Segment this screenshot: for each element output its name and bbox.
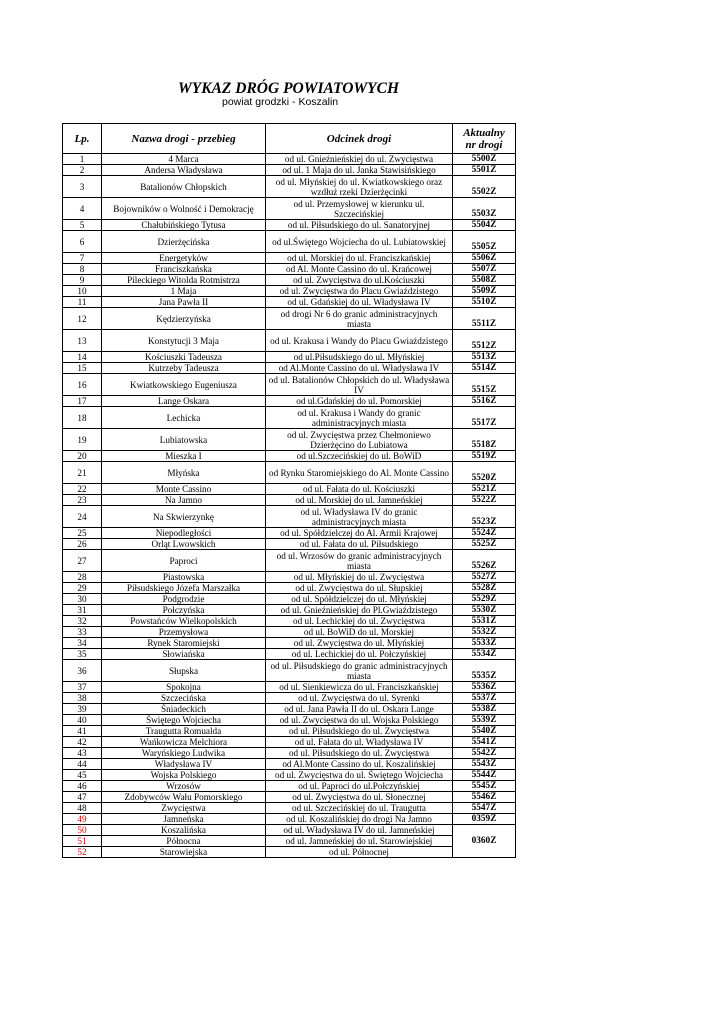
cell-road-name: Chałubińskiego Tytusa xyxy=(102,220,266,231)
cell-segment: od ul. Lechickiej do ul. Połczyńskiej xyxy=(266,649,453,660)
cell-segment: od ul. Krakusa i Wandy do Placu Gwiaździstego xyxy=(266,330,453,352)
cell-lp: 22 xyxy=(63,484,102,495)
cell-road-number: 5507Z xyxy=(453,264,516,275)
cell-road-number: 5525Z xyxy=(453,539,516,550)
cell-road-number: 5523Z xyxy=(453,506,516,528)
cell-segment: od ul. Piłsudskiego do ul. Sanatoryjnej xyxy=(266,220,453,231)
cell-segment: od ul. Gdańskiej do ul. Władysława IV xyxy=(266,297,453,308)
cell-road-number: 5503Z xyxy=(453,198,516,220)
cell-lp: 11 xyxy=(63,297,102,308)
cell-segment: od ul. Przemysłowej w kierunku ul. Szczecińskiej xyxy=(266,198,453,220)
cell-road-number: 5519Z xyxy=(453,451,516,462)
cell-lp: 5 xyxy=(63,220,102,231)
cell-road-number: 5547Z xyxy=(453,803,516,814)
document-title: WYKAZ DRÓG POWIATOWYCH xyxy=(178,80,400,97)
cell-road-number: 5511Z xyxy=(453,308,516,330)
cell-road-name: Andersa Władysława xyxy=(102,165,266,176)
table-row xyxy=(63,704,516,715)
cell-road-number: 5541Z xyxy=(453,737,516,748)
table-row xyxy=(63,759,516,770)
cell-segment: od ul. Piłsudskiego do granic administracyjnych miasta xyxy=(266,660,453,682)
cell-lp: 45 xyxy=(63,770,102,781)
cell-road-name: Konstytucji 3 Maja xyxy=(102,330,266,352)
cell-road-number: 5500Z xyxy=(453,154,516,165)
table-row xyxy=(63,363,516,374)
cell-lp: 10 xyxy=(63,286,102,297)
cell-lp: 20 xyxy=(63,451,102,462)
table-row xyxy=(63,462,516,484)
cell-road-number: 5508Z xyxy=(453,275,516,286)
cell-road-name: Świętego Wojciecha xyxy=(102,715,266,726)
cell-road-name: Kutrzeby Tadeusza xyxy=(102,363,266,374)
cell-segment: od drogi Nr 6 do granic administracyjnych miasta xyxy=(266,308,453,330)
header-name: Nazwa drogi - przebieg xyxy=(102,124,266,154)
cell-lp: 51 xyxy=(63,836,102,847)
table-row xyxy=(63,264,516,275)
cell-road-name: Wańkowicza Melchiora xyxy=(102,737,266,748)
header-segment: Odcinek drogi xyxy=(266,124,453,154)
cell-road-number: 5540Z xyxy=(453,726,516,737)
cell-road-number: 5531Z xyxy=(453,616,516,627)
table-row xyxy=(63,572,516,583)
cell-segment: od ul. Północnej xyxy=(266,847,453,858)
cell-lp: 30 xyxy=(63,594,102,605)
cell-lp: 1 xyxy=(63,154,102,165)
cell-segment: od ul. Zwycięstwa do ul. Słonecznej xyxy=(266,792,453,803)
cell-road-number: 5526Z xyxy=(453,550,516,572)
cell-road-name: Wrzosów xyxy=(102,781,266,792)
table-row xyxy=(63,682,516,693)
table-row xyxy=(63,836,516,847)
table-row xyxy=(63,803,516,814)
table-row xyxy=(63,539,516,550)
cell-road-number: 5518Z xyxy=(453,429,516,451)
cell-road-number: 5543Z xyxy=(453,759,516,770)
cell-road-name: Pileckiego Witolda Rotmistrza xyxy=(102,275,266,286)
cell-lp: 50 xyxy=(63,825,102,836)
cell-segment: od ul. Zwycięstwa do ul.Kościuszki xyxy=(266,275,453,286)
table-row xyxy=(63,748,516,759)
cell-segment: od ul. Batalionów Chłopskich do ul. Władysława IV xyxy=(266,374,453,396)
cell-lp: 8 xyxy=(63,264,102,275)
cell-lp: 2 xyxy=(63,165,102,176)
table-row xyxy=(63,583,516,594)
table-row xyxy=(63,484,516,495)
cell-road-number: 0359Z xyxy=(453,814,516,825)
cell-lp: 19 xyxy=(63,429,102,451)
cell-road-name: Mieszka I xyxy=(102,451,266,462)
cell-road-number: 5501Z xyxy=(453,165,516,176)
table-row xyxy=(63,649,516,660)
cell-road-name: Koszalińska xyxy=(102,825,266,836)
cell-road-name: Franciszkańska xyxy=(102,264,266,275)
cell-road-name: Batalionów Chłopskich xyxy=(102,176,266,198)
cell-lp: 24 xyxy=(63,506,102,528)
cell-lp: 36 xyxy=(63,660,102,682)
cell-road-number: 5545Z xyxy=(453,781,516,792)
table-row xyxy=(63,528,516,539)
table-row xyxy=(63,231,516,253)
cell-lp: 38 xyxy=(63,693,102,704)
cell-road-name: Rynek Staromiejski xyxy=(102,638,266,649)
cell-road-number: 5535Z xyxy=(453,660,516,682)
cell-road-number: 5538Z xyxy=(453,704,516,715)
cell-road-name: Przemysłowa xyxy=(102,627,266,638)
cell-road-name: Piastowska xyxy=(102,572,266,583)
cell-lp: 28 xyxy=(63,572,102,583)
cell-segment: od ul. Spółdzielczej do ul. Młyńskiej xyxy=(266,594,453,605)
table-row xyxy=(63,286,516,297)
cell-road-name: Bojowników o Wolność i Demokrację xyxy=(102,198,266,220)
cell-segment: od ul. Fałata do ul. Władysława IV xyxy=(266,737,453,748)
cell-road-number: 5530Z xyxy=(453,605,516,616)
table-row xyxy=(63,693,516,704)
cell-segment: od ul. Paproci do ul.Połczyńskiej xyxy=(266,781,453,792)
cell-lp: 41 xyxy=(63,726,102,737)
cell-road-name: Szczecińska xyxy=(102,693,266,704)
cell-road-number: 5536Z xyxy=(453,682,516,693)
cell-road-number: 5524Z xyxy=(453,528,516,539)
cell-segment: od ul. Morskiej do ul. Jamneńskiej xyxy=(266,495,453,506)
table-row xyxy=(63,715,516,726)
cell-road-number: 5546Z xyxy=(453,792,516,803)
cell-road-number: 5509Z xyxy=(453,286,516,297)
cell-lp: 32 xyxy=(63,616,102,627)
cell-segment: od ul. Władysława IV do granic administracyjnych miasta xyxy=(266,506,453,528)
cell-lp: 23 xyxy=(63,495,102,506)
cell-lp: 42 xyxy=(63,737,102,748)
cell-road-name: Dzierżęcińska xyxy=(102,231,266,253)
cell-road-number: 5528Z xyxy=(453,583,516,594)
table-row xyxy=(63,451,516,462)
cell-lp: 16 xyxy=(63,374,102,396)
cell-road-name: Jana Pawła II xyxy=(102,297,266,308)
cell-road-number: 5506Z xyxy=(453,253,516,264)
cell-segment: od ul. Fałata do ul. Kościuszki xyxy=(266,484,453,495)
cell-road-name: Połczyńska xyxy=(102,605,266,616)
cell-segment: od ul. Gnieźnieńskiej do Pl.Gwiaździstego xyxy=(266,605,453,616)
cell-road-name: Traugutta Romualda xyxy=(102,726,266,737)
cell-segment: od ul. Szczecińskiej do ul. Traugutta xyxy=(266,803,453,814)
cell-lp: 4 xyxy=(63,198,102,220)
cell-road-name: Młyńska xyxy=(102,462,266,484)
cell-segment: od ul. Piłsudskiego do ul. Zwycięstwa xyxy=(266,726,453,737)
table-row xyxy=(63,594,516,605)
cell-road-name: 1 Maja xyxy=(102,286,266,297)
cell-segment: od ul. Młyńskiej do ul. Zwycięstwa xyxy=(266,572,453,583)
cell-segment: od ul. Lechickiej do ul. Zwycięstwa xyxy=(266,616,453,627)
table-row xyxy=(63,550,516,572)
cell-road-number: 5537Z xyxy=(453,693,516,704)
cell-road-name: Lubiatowska xyxy=(102,429,266,451)
cell-segment: od ul. Zwycięstwa przez Chełmoniewo Dzierżęcino do Lubiatowa xyxy=(266,429,453,451)
cell-road-name: Podgrodzie xyxy=(102,594,266,605)
cell-road-number: 5514Z xyxy=(453,363,516,374)
cell-road-name: Niepodległości xyxy=(102,528,266,539)
table-row xyxy=(63,660,516,682)
cell-segment: od ul.Świętego Wojciecha do ul. Lubiatowskiej xyxy=(266,231,453,253)
cell-lp: 29 xyxy=(63,583,102,594)
cell-lp: 48 xyxy=(63,803,102,814)
cell-road-number: 5510Z xyxy=(453,297,516,308)
cell-road-name: Kędzierzyńska xyxy=(102,308,266,330)
table-row xyxy=(63,770,516,781)
cell-road-number: 5533Z xyxy=(453,638,516,649)
cell-road-name: Waryńskiego Ludwika xyxy=(102,748,266,759)
cell-road-name: 4 Marca xyxy=(102,154,266,165)
cell-lp: 15 xyxy=(63,363,102,374)
cell-segment: od ul. Fałata do ul. Piłsudskiego xyxy=(266,539,453,550)
cell-lp: 52 xyxy=(63,847,102,858)
cell-road-name: Kościuszki Tadeusza xyxy=(102,352,266,363)
cell-road-number: 5505Z xyxy=(453,231,516,253)
table-row xyxy=(63,374,516,396)
table-row xyxy=(63,429,516,451)
cell-segment: od ul. Jamneńskiej do ul. Starowiejskiej xyxy=(266,836,453,847)
cell-segment: od ul. Piłsudskiego do ul. Zwycięstwa xyxy=(266,748,453,759)
cell-road-name: Północna xyxy=(102,836,266,847)
cell-road-name: Jamneńska xyxy=(102,814,266,825)
cell-road-number: 5539Z xyxy=(453,715,516,726)
table-row xyxy=(63,605,516,616)
cell-road-name: Orląt Lwowskich xyxy=(102,539,266,550)
cell-road-number: 5520Z xyxy=(453,462,516,484)
cell-segment: od ul. Sienkiewicza do ul. Franciszkańskiej xyxy=(266,682,453,693)
cell-segment: od ul. Zwycięstwa do ul. Wojska Polskiego xyxy=(266,715,453,726)
cell-lp: 3 xyxy=(63,176,102,198)
cell-segment: od ul. Krakusa i Wandy do granic administracyjnych miasta xyxy=(266,407,453,429)
cell-road-name: Kwiatkowskiego Eugeniusza xyxy=(102,374,266,396)
cell-segment: od ul. Zwycięstwa do ul. Młyńskiej xyxy=(266,638,453,649)
table-row xyxy=(63,616,516,627)
cell-lp: 35 xyxy=(63,649,102,660)
cell-road-number: 5521Z xyxy=(453,484,516,495)
table-row xyxy=(63,330,516,352)
cell-lp: 31 xyxy=(63,605,102,616)
cell-lp: 12 xyxy=(63,308,102,330)
table-row xyxy=(63,627,516,638)
cell-road-name: Słupska xyxy=(102,660,266,682)
cell-lp: 39 xyxy=(63,704,102,715)
cell-road-number: 5512Z xyxy=(453,330,516,352)
cell-road-name: Słowiańska xyxy=(102,649,266,660)
cell-road-name: Spokojna xyxy=(102,682,266,693)
cell-road-number: 5544Z xyxy=(453,770,516,781)
table-row xyxy=(63,308,516,330)
cell-segment: od ul. 1 Maja do ul. Janka Stawisińskiego xyxy=(266,165,453,176)
cell-segment: od ul.Piłsudskiego do ul. Młyńskiej xyxy=(266,352,453,363)
cell-lp: 7 xyxy=(63,253,102,264)
cell-road-name: Władysława IV xyxy=(102,759,266,770)
cell-lp: 21 xyxy=(63,462,102,484)
cell-lp: 47 xyxy=(63,792,102,803)
cell-lp: 40 xyxy=(63,715,102,726)
cell-road-name: Energetyków xyxy=(102,253,266,264)
cell-segment: od ul. Morskiej do ul. Franciszkańskiej xyxy=(266,253,453,264)
table-body xyxy=(63,154,516,858)
table-row xyxy=(63,638,516,649)
cell-segment: od ul. Zwycięstwa do ul. Słupskiej xyxy=(266,583,453,594)
cell-segment: od ul. Spółdzielczej do Al. Armii Krajowej xyxy=(266,528,453,539)
table-row xyxy=(63,396,516,407)
cell-road-name: Wojska Polskiego xyxy=(102,770,266,781)
cell-road-number: 5513Z xyxy=(453,352,516,363)
cell-road-number: 5529Z xyxy=(453,594,516,605)
cell-road-number: 5504Z xyxy=(453,220,516,231)
table-row xyxy=(63,220,516,231)
cell-segment: od Al.Monte Cassino do ul. Koszalińskiej xyxy=(266,759,453,770)
cell-road-name: Zdobywców Wału Pomorskiego xyxy=(102,792,266,803)
cell-road-number: 0360Z xyxy=(453,825,516,858)
cell-lp: 17 xyxy=(63,396,102,407)
header-lp: Lp. xyxy=(63,124,102,154)
table-row xyxy=(63,825,516,836)
cell-segment: od ul. Młyńskiej do ul. Kwiatkowskiego oraz wzdłuż rzeki Dzierżęcinki xyxy=(266,176,453,198)
cell-road-name: Paproci xyxy=(102,550,266,572)
roads-table xyxy=(62,123,516,858)
cell-lp: 34 xyxy=(63,638,102,649)
cell-road-number: 5522Z xyxy=(453,495,516,506)
header-code xyxy=(453,124,516,154)
cell-segment: od ul. Wrzosów do granic administracyjnych miasta xyxy=(266,550,453,572)
cell-lp: 6 xyxy=(63,231,102,253)
cell-road-name: Piłsudskiego Józefa Marszałka xyxy=(102,583,266,594)
cell-lp: 13 xyxy=(63,330,102,352)
cell-road-name: Śniadeckich xyxy=(102,704,266,715)
table-row xyxy=(63,407,516,429)
cell-road-name: Lange Oskara xyxy=(102,396,266,407)
cell-road-number: 5502Z xyxy=(453,176,516,198)
cell-segment: od ul. Zwycięstwa do ul. Świętego Wojciecha xyxy=(266,770,453,781)
table-row xyxy=(63,198,516,220)
cell-segment: od ul.Szczecińskiej do ul. BoWiD xyxy=(266,451,453,462)
cell-road-number: 5534Z xyxy=(453,649,516,660)
cell-segment: od ul.Gdańskiej do ul. Pomorskiej xyxy=(266,396,453,407)
cell-lp: 49 xyxy=(63,814,102,825)
cell-road-number: 5532Z xyxy=(453,627,516,638)
cell-road-name: Na Jamno xyxy=(102,495,266,506)
cell-segment: od ul. Gnieźnieńskiej do ul. Zwycięstwa xyxy=(266,154,453,165)
cell-segment: od ul. Władysława IV do ul. Jamneńskiej xyxy=(266,825,453,836)
cell-segment: od Al. Monte Cassino do ul. Krańcowej xyxy=(266,264,453,275)
header-code-line2: nr drogi xyxy=(465,138,503,151)
cell-lp: 25 xyxy=(63,528,102,539)
table-row xyxy=(63,847,516,858)
document-subtitle: powiat grodzki - Koszalin xyxy=(222,96,339,108)
cell-road-name: Zwycięstwa xyxy=(102,803,266,814)
header-code-line1: Aktualny xyxy=(463,126,505,139)
table-row xyxy=(63,726,516,737)
table-row xyxy=(63,352,516,363)
cell-lp: 46 xyxy=(63,781,102,792)
table-row xyxy=(63,792,516,803)
table-row xyxy=(63,781,516,792)
cell-road-name: Na Skwierzynkę xyxy=(102,506,266,528)
table-row xyxy=(63,275,516,286)
cell-segment: od ul. Zwycięstwa do ul. Syrenki xyxy=(266,693,453,704)
table-row xyxy=(63,176,516,198)
cell-road-name: Lechicka xyxy=(102,407,266,429)
cell-lp: 33 xyxy=(63,627,102,638)
cell-segment: od ul. Jana Pawła II do ul. Oskara Lange xyxy=(266,704,453,715)
cell-road-number: 5527Z xyxy=(453,572,516,583)
cell-road-name: Powstańców Wielkopolskich xyxy=(102,616,266,627)
cell-segment: od Al.Monte Cassino do ul. Władysława IV xyxy=(266,363,453,374)
table-row xyxy=(63,737,516,748)
cell-lp: 44 xyxy=(63,759,102,770)
cell-segment: od Rynku Staromiejskiego do Al. Monte Cassino xyxy=(266,462,453,484)
cell-segment: od ul. BoWiD do ul. Morskiej xyxy=(266,627,453,638)
cell-lp: 43 xyxy=(63,748,102,759)
table-header-row xyxy=(63,124,516,154)
cell-lp: 37 xyxy=(63,682,102,693)
cell-segment: od ul. Koszalińskiej do drogi Na Jamno xyxy=(266,814,453,825)
cell-lp: 27 xyxy=(63,550,102,572)
cell-road-name: Monte Cassino xyxy=(102,484,266,495)
cell-lp: 18 xyxy=(63,407,102,429)
cell-road-name: Starowiejska xyxy=(102,847,266,858)
cell-segment: od ul. Zwycięstwa do Placu Gwiaździstego xyxy=(266,286,453,297)
cell-lp: 14 xyxy=(63,352,102,363)
table-row xyxy=(63,297,516,308)
cell-road-number: 5542Z xyxy=(453,748,516,759)
table-row xyxy=(63,814,516,825)
table-row xyxy=(63,495,516,506)
table-row xyxy=(63,253,516,264)
cell-road-number: 5517Z xyxy=(453,407,516,429)
cell-lp: 9 xyxy=(63,275,102,286)
cell-lp: 26 xyxy=(63,539,102,550)
table-row xyxy=(63,154,516,165)
table-row xyxy=(63,506,516,528)
cell-road-number: 5516Z xyxy=(453,396,516,407)
table-row xyxy=(63,165,516,176)
cell-road-number: 5515Z xyxy=(453,374,516,396)
